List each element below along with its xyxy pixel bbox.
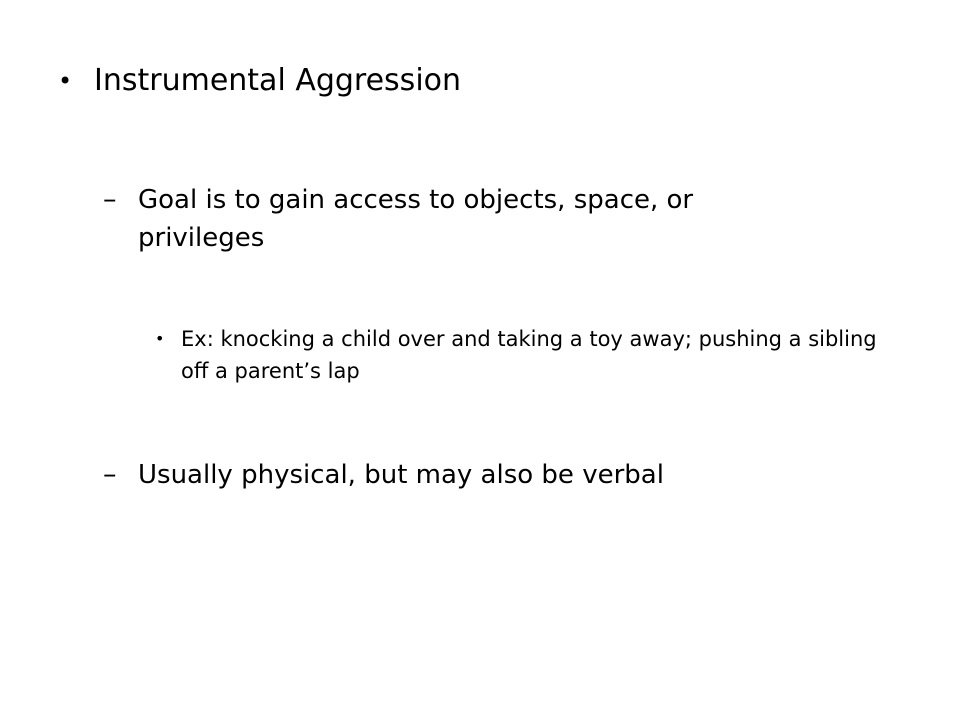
bullet-item-heading — [58, 60, 854, 102]
bullet-dash-icon: – — [103, 459, 117, 490]
example-text: Ex: knocking a child over and taking a toy away; pushing a sibling off a parent’s lap — [181, 327, 877, 383]
slide-heading: Instrumental Aggression — [94, 63, 462, 98]
sub-bullet-item-goal — [103, 181, 818, 257]
bullet-dot-icon: • — [58, 67, 73, 95]
sub-bullet-item-physical — [103, 456, 818, 494]
bullet-dash-icon: – — [103, 184, 117, 215]
sub-bullet-text-physical: Usually physical, but may also be verbal — [138, 460, 664, 490]
sub-bullet-text-goal: Goal is to gain access to objects, space, or privileges — [138, 185, 694, 253]
example-item — [155, 323, 881, 387]
bullet-dot-icon: • — [155, 329, 165, 348]
